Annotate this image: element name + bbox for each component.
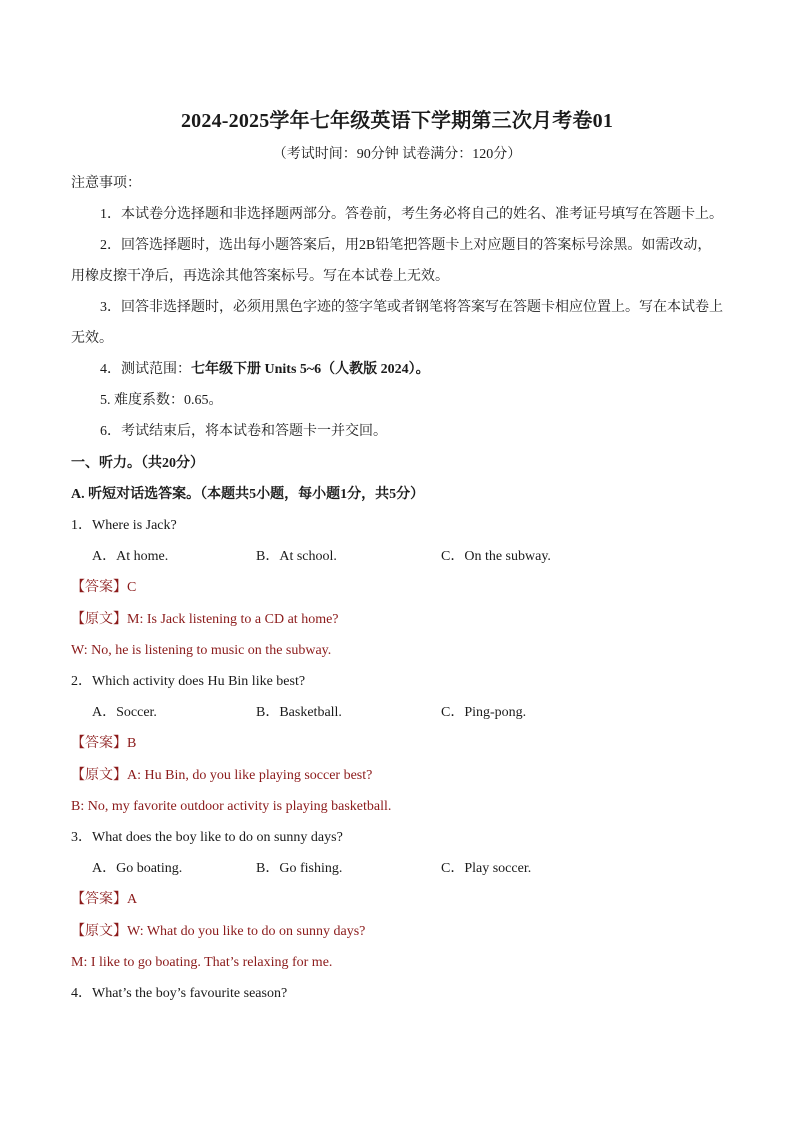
option-a: A．Soccer.	[92, 705, 157, 720]
script-text: M: Is Jack listening to a CD at home?	[127, 612, 339, 627]
script-label: 【原文】	[71, 924, 127, 939]
script-line	[71, 611, 339, 629]
exam-title: 2024-2025学年七年级英语下学期第三次月考卷01	[180, 110, 614, 132]
notice-item-3: 3．回答非选择题时，必须用黑色字迹的签字笔或者钢笔将答案写在答题卡相应位置上。写在本试卷上	[100, 300, 723, 315]
script-label: 【原文】	[71, 612, 127, 627]
answer-line: 【答案】C	[71, 580, 137, 595]
script-line: W: No, he is listening to music on the subway.	[71, 643, 332, 658]
script-line	[71, 923, 365, 941]
question-stem: 4．What’s the boy’s favourite season?	[71, 986, 288, 1001]
option-b: B．At school.	[256, 549, 337, 564]
notice-item-4-scope: 七年级下册 Units 5~6（人教版 2024）。	[191, 362, 430, 377]
script-line: B: No, my favorite outdoor activity is playing basketball.	[71, 799, 392, 814]
part-a-title: A. 听短对话选答案。（本题共5小题，每小题1分，共5分）	[71, 487, 425, 502]
question-stem: 2．Which activity does Hu Bin like best?	[71, 674, 306, 689]
notice-item-4-label: 4．测试范围：	[100, 362, 191, 377]
script-label: 【原文】	[71, 768, 127, 783]
script-line	[71, 767, 372, 785]
answer-line: 【答案】B	[71, 736, 137, 751]
question-stem: 3．What does the boy like to do on sunny days?	[71, 830, 343, 845]
question-stem: 1．Where is Jack?	[71, 518, 177, 533]
option-c: C．Play soccer.	[441, 861, 532, 876]
option-c: C．On the subway.	[441, 549, 551, 564]
notice-item-2: 2．回答选择题时，选出每小题答案后，用2B铅笔把答题卡上对应题目的答案标号涂黑。如需改动，	[100, 238, 712, 253]
script-line: M: I like to go boating. That’s relaxing for me.	[71, 955, 333, 970]
notice-item-4	[100, 361, 430, 379]
option-a: A．Go boating.	[92, 861, 183, 876]
option-c: C．Ping-pong.	[441, 705, 527, 720]
notice-item-6: 6．考试结束后，将本试卷和答题卡一并交回。	[100, 424, 387, 439]
script-text: A: Hu Bin, do you like playing soccer best?	[127, 768, 373, 783]
notice-heading: 注意事项：	[71, 176, 141, 191]
notice-item-5: 5. 难度系数：0.65。	[100, 393, 223, 408]
option-b: B．Basketball.	[256, 705, 342, 720]
notice-item-2-cont: 用橡皮擦干净后，再选涂其他答案标号。写在本试卷上无效。	[71, 269, 449, 284]
notice-item-1: 1．本试卷分选择题和非选择题两部分。答卷前，考生务必将自己的姓名、准考证号填写在答题卡上。	[100, 207, 723, 222]
section-title: 一、听力。（共20分）	[71, 456, 204, 471]
script-text: W: What do you like to do on sunny days?	[127, 924, 366, 939]
exam-subtitle: （考试时间：90分钟 试卷满分：120分）	[272, 147, 522, 162]
answer-line: 【答案】A	[71, 892, 138, 907]
option-a: A．At home.	[92, 549, 169, 564]
notice-item-3-cont: 无效。	[71, 331, 113, 346]
option-b: B．Go fishing.	[256, 861, 343, 876]
